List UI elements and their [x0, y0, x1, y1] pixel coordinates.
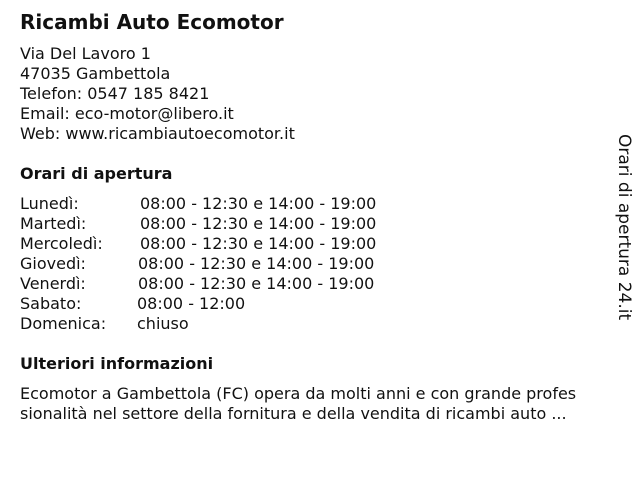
time-value: 08:00 - 12:00 [137, 294, 246, 313]
day-label: Martedì: [20, 214, 87, 233]
time-value: 08:00 - 12:30 e 14:00 - 19:00 [140, 214, 377, 233]
address-city: 47035 Gambettola [20, 64, 171, 83]
website-link[interactable]: Web: www.ricambiautoecomotor.it [20, 124, 295, 143]
phone-number[interactable]: Telefon: 0547 185 8421 [20, 84, 210, 103]
opening-hours-heading: Orari di apertura [20, 164, 173, 183]
day-label: Venerdì: [20, 274, 86, 293]
email-address[interactable]: Email: eco-motor@libero.it [20, 104, 234, 123]
time-value: 08:00 - 12:30 e 14:00 - 19:00 [140, 194, 377, 213]
day-label: Sabato: [20, 294, 82, 313]
brand-text: Orari di apertura 24.it [614, 134, 634, 321]
day-label: Lunedì: [20, 194, 79, 213]
day-label: Domenica: [20, 314, 107, 333]
contact-block [20, 44, 295, 144]
description-line: Ecomotor a Gambettola (FC) opera da molti anni e con grande profes [20, 384, 577, 403]
time-value: 08:00 - 12:30 e 14:00 - 19:00 [138, 254, 375, 273]
brand-vertical-watermark [612, 134, 636, 321]
day-label: Mercoledì: [20, 234, 103, 253]
additional-info-heading: Ulteriori informazioni [20, 354, 214, 373]
time-value: chiuso [137, 314, 189, 333]
time-value: 08:00 - 12:30 e 14:00 - 19:00 [140, 234, 377, 253]
day-label: Giovedì: [20, 254, 86, 273]
address-street: Via Del Lavoro 1 [20, 44, 151, 63]
business-name: Ricambi Auto Ecomotor [20, 10, 284, 34]
additional-info-text [20, 384, 620, 424]
time-value: 08:00 - 12:30 e 14:00 - 19:00 [138, 274, 375, 293]
description-line: sionalità nel settore della fornitura e della vendita di ricambi auto ... [20, 404, 567, 423]
